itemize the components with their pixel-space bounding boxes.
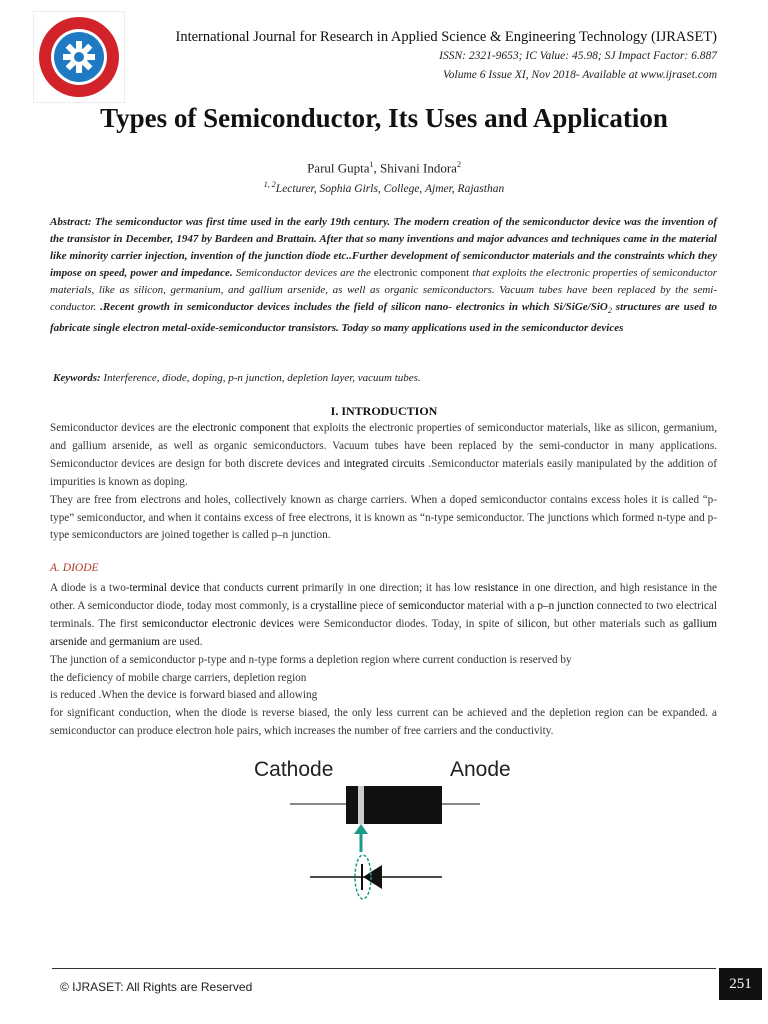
diode-p1a: A diode is a two- [50, 582, 130, 594]
diode-p1q: were Semiconductor diodes. Today, in spite of [293, 617, 518, 630]
cathode-label: Cathode [254, 758, 334, 781]
diode-p1e: that conducts [199, 582, 267, 594]
diode-link-device: device [170, 582, 200, 594]
journal-logo [33, 11, 125, 103]
issn-line: ISSN: 2321-9653; IC Value: 45.98; SJ Impact Factor: 6.887 [439, 50, 717, 62]
diode-line-5: for significant conduction, when the diode is reverse biased, the only less current can be achieved and the depletion region can be expanded. a semiconductor can produce electron hole pairs, which increases the number of free carriers and the conductivity. [50, 707, 717, 738]
diode-p1o: connected to two electrical terminals. The first [50, 599, 718, 630]
author-2-sup: 2 [456, 160, 461, 169]
abstract-sub: 2 [607, 305, 612, 315]
diode-link-current: current [266, 582, 299, 594]
diode-p1s: , but other materials such as [547, 617, 683, 630]
abstract-label: Abstract: [50, 216, 92, 228]
author-2: Shivani Indora [380, 160, 457, 176]
intro-p1e: .Semiconductor materials easily manipulated by the addition of impurities is known as doping. [50, 457, 717, 488]
intro-link-electronic-component: electronic component [192, 422, 290, 434]
intro-link-integrated-circuits: integrated circuits [343, 457, 425, 470]
intro-paragraph-1 [50, 420, 717, 492]
diode-p1g: primarily in one direction; it has low [298, 582, 475, 594]
diode-paragraph-1 [50, 580, 717, 652]
diode-link-gallium-arsenide: gallium arsenide [50, 617, 718, 648]
arrow-up-icon [354, 824, 368, 834]
affiliation [0, 180, 768, 195]
diode-link-semiconductor-electronic-devices: semiconductor electronic devices [142, 617, 294, 630]
author-1: Parul Gupta [307, 160, 370, 176]
diode-link-silicon: silicon [517, 617, 548, 630]
abstract-p3: .Recent growth in semiconductor devices includes the field of silicon nano- electronics in which Si/SiGe/SiO [100, 300, 608, 313]
page-number: 251 [719, 968, 762, 1000]
abstract-p1: The semiconductor was first time used in the early 19th century. The modern creation of the semiconductor device was the invention of the transistor in December, 1947 by Bardeen and Brattain. After that so many inventions and major advances and techniques came in the material like minority carrier injection, invention of the junction diode etc..Further development of semiconductor materials and the constraints which they impose on speed, power and impedance. [50, 216, 717, 279]
diode-body [50, 580, 717, 741]
intro-heading: I. INTRODUCTION [330, 404, 438, 418]
author-separator: , [373, 160, 381, 176]
anode-label: Anode [450, 758, 511, 781]
diode-p1u: and [87, 635, 110, 648]
diode-link-semiconductor: semiconductor [398, 599, 465, 612]
abstract-p4: structures are used to fabricate single electron metal-oxide-semiconductor transistors. Today so many applications used in the semiconductor devices [50, 300, 717, 334]
abstract-link-electronic-component: electronic component [373, 266, 470, 279]
keywords-label: Keywords: [53, 372, 101, 384]
diode-p1k: piece of [356, 599, 399, 612]
diode-link-pn-junction: p–n junction [537, 599, 594, 612]
diode-p1i: in one direction, and high resistance in the other. A semiconductor diode, today most commonly, is a [50, 582, 718, 612]
diode-link-germanium: germanium [109, 635, 160, 648]
diode-p1m: material with a [464, 599, 538, 612]
affiliation-text: Lecturer, Sophia Girls, College, Ajmer, Rajasthan [275, 182, 505, 195]
diode-heading: A. DIODE [50, 562, 99, 574]
abstract [50, 214, 717, 337]
keywords [53, 372, 720, 384]
intro-p1a: Semiconductor devices are the [50, 422, 193, 434]
diode-line-4: is reduced .When the device is forward biased and allowing [50, 689, 318, 702]
author-line [0, 160, 768, 176]
intro-body [50, 420, 717, 545]
intro-paragraph-2: They are free from electrons and holes, collectively known as charge carriers. When a doped semiconductor contains excess holes it is called “p-type” semiconductor, and when it contains excess of free electrons, it is known as “n-type semiconductor. The junctions which formed n-type and p-type semiconductors are joined together is called p–n junction. [50, 493, 717, 542]
journal-name: International Journal for Research in Applied Science & Engineering Technology (IJRASET) [175, 29, 717, 45]
footer-copyright: © IJRASET: All Rights are Reserved [60, 980, 253, 994]
diode-figure [250, 752, 530, 912]
author-1-sup: 1 [369, 160, 374, 169]
diode-link-resistance: resistance [474, 582, 519, 594]
affiliation-sup: 1, 2 [263, 180, 276, 189]
diode-line-2: The junction of a semiconductor p-type and n-type forms a depletion region where current conduction is reserved by [50, 653, 572, 666]
diode-p1w: are used. [159, 635, 203, 648]
footer-rule [52, 968, 716, 969]
diode-line-3: the deficiency of mobile charge carriers, depletion region [50, 671, 307, 684]
diode-link-crystalline: crystalline [310, 599, 357, 612]
diode-link-terminal: terminal [129, 582, 167, 594]
paper-title: Types of Semiconductor, Its Uses and Application [100, 103, 668, 133]
keywords-text: Interference, diode, doping, p-n junction, depletion layer, vacuum tubes. [100, 372, 421, 384]
intro-p1c: that exploits the electronic properties of semiconductor materials, like as silicon, germanium, and gallium arsenide, as well as organic semiconductors. Vacuum tubes have been replaced by the semi-conductor in many applications. Semiconductor devices are design for both discrete devices and [50, 422, 718, 470]
abstract-p2c: that exploits the electronic properties of semiconductor materials, like as silicon, germanium, and gallium arsenide, as well as organic semiconductors. Vacuum tubes have been replaced by the semi-conductor. [50, 266, 717, 313]
cathode-band [358, 786, 364, 824]
diode-symbol-icon [363, 865, 382, 889]
abstract-p2a: Semiconductor devices are the [232, 266, 374, 279]
volume-line: Volume 6 Issue XI, Nov 2018- Available at www.ijraset.com [443, 69, 717, 81]
